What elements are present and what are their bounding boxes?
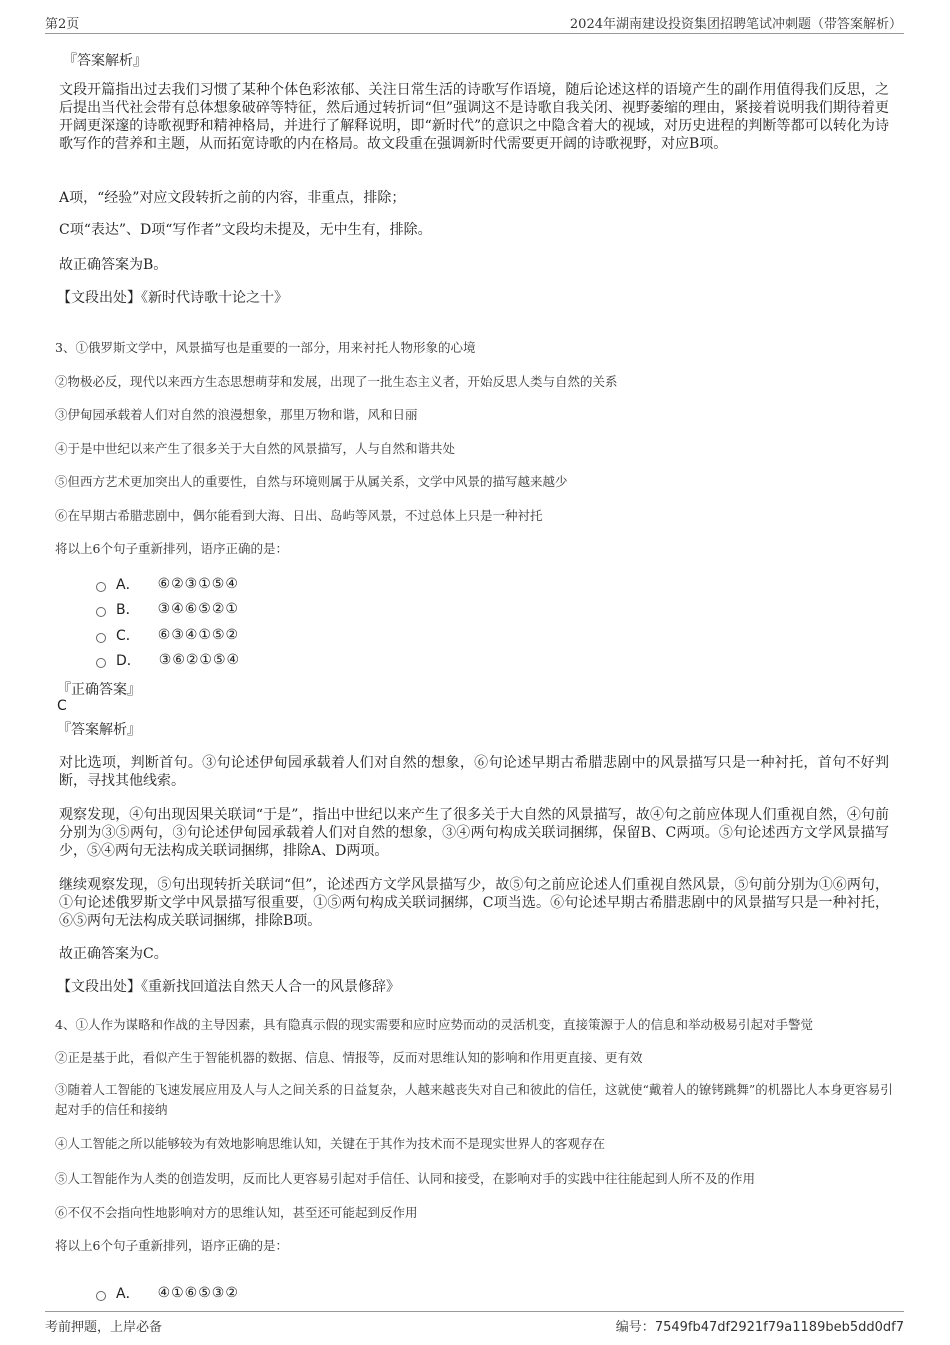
- analysis-paragraph-2: 观察发现，④句出现因果关联词“于是”，指出中世纪以来产生了很多关于大自然的风景描写，故④句之前应体现人们重视自然，④句前分别为③⑤两句，③句论述伊甸园承载着人们对自然的想象，③④两句构成关联词捆绑，保留B、C两项。⑤句论述西方文学风景描写少，⑤④两句无法构成关联词捆绑，排除A、D两项。: [59, 807, 889, 859]
- question-4-sentence-1: 4、①人作为谋略和作战的主导因素，具有隐真示假的现实需要和应时应势而动的灵活机变，直接策源于人的信息和举动极易引起对手警觉: [55, 1017, 813, 1032]
- question-3-option-d[interactable]: [96, 650, 240, 670]
- question-4-sentence-5: ⑤人工智能作为人类的创造发明，反而比人更容易引起对手信任、认同和接受，在影响对手的实践中往往能起到人所不及的作用: [55, 1171, 756, 1186]
- document-title: 2024年湖南建设投资集团招聘笔试冲刺题（带答案解析）: [569, 17, 902, 32]
- question-3-instruction: 将以上6个句子重新排列，语序正确的是：: [55, 541, 288, 556]
- page-footer: [45, 1311, 904, 1337]
- code-label: 编号：: [615, 1320, 655, 1335]
- radio-icon[interactable]: [96, 607, 106, 617]
- radio-icon[interactable]: [96, 1291, 106, 1301]
- radio-icon[interactable]: [96, 633, 106, 643]
- analysis-conclusion: 故正确答案为C。: [59, 946, 168, 962]
- question-3-sentence-3: ③伊甸园承载着人们对自然的浪漫想象，那里万物和谐，风和日丽: [55, 407, 418, 422]
- option-text: ⑥②③①⑤④: [157, 576, 239, 592]
- analysis-label: 『答案解析』: [57, 722, 141, 738]
- question-4-instruction: 将以上6个句子重新排列，语序正确的是：: [55, 1238, 288, 1253]
- option-letter: A．: [116, 1286, 140, 1302]
- correct-answer-value: C: [57, 698, 67, 714]
- question-3-sentence-2: ②物极必反，现代以来西方生态思想萌芽和发展，出现了一批生态主义者，开始反思人类与自然的关系: [55, 374, 618, 389]
- analysis-paragraph-1: 对比选项，判断首句。③句论述伊甸园承载着人们对自然的想象，⑥句论述早期古希腊悲剧中的风景描写只是一种衬托，首句不好判断，寻找其他线索。: [59, 755, 889, 789]
- question-3-sentence-6: ⑥在早期古希腊悲剧中，偶尔能看到大海、日出、岛屿等风景，不过总体上只是一种衬托: [55, 508, 543, 523]
- question-4-sentence-6: ⑥不仅不会指向性地影响对方的思维认知，甚至还可能起到反作用: [55, 1205, 418, 1220]
- analysis-label: 『答案解析』: [63, 53, 147, 69]
- question-4-sentence-4: ④人工智能之所以能够较为有效地影响思维认知，关键在于其作为技术而不是现实世界人的客观存在: [55, 1136, 606, 1151]
- analysis-conclusion: 故正确答案为B。: [59, 257, 168, 273]
- option-text: ④①⑥⑤③②: [157, 1285, 239, 1301]
- analysis-note-a: A项，“经验”对应文段转折之前的内容，非重点，排除；: [59, 190, 406, 206]
- code-value: 7549fb47df2921f79a1189beb5dd0df7: [654, 1320, 904, 1335]
- source-citation: 【文段出处】《重新找回道法自然天人合一的风景修辞》: [57, 979, 400, 995]
- question-4-sentence-2: ②正是基于此，看似产生于智能机器的数据、信息、情报等，反而对思维认知的影响和作用更直接、更有效: [55, 1050, 643, 1065]
- question-4-sentence-3: ③随着人工智能的飞速发展应用及人与人之间关系的日益复杂，人越来越丧失对自己和彼此的信任，这就使“戴着人的镣铐跳舞”的机器比人本身更容易引起对手的信任和接纳: [55, 1082, 893, 1117]
- option-text: ③⑥②①⑤④: [158, 652, 241, 668]
- question-3-option-a[interactable]: [96, 574, 239, 594]
- page-number: 第2页: [45, 17, 80, 32]
- correct-answer-label: 『正确答案』: [57, 682, 141, 698]
- option-text: ⑥③④①⑤②: [157, 627, 240, 643]
- question-3-sentence-1: 3、①俄罗斯文学中，风景描写也是重要的一部分，用来衬托人物形象的心境: [55, 340, 476, 355]
- question-3-option-b[interactable]: [96, 599, 239, 619]
- analysis-text: 文段开篇指出过去我们习惯了某种个体色彩浓郁、关注日常生活的诗歌写作语境，随后论述这样的语境产生的副作用值得我们反思，之后提出当代社会带有总体想象破碎等特征，然后通过转折词“但”强调这不是诗歌自我关闭、视野萎缩的理由，紧接着说明我们期待着更开阔更深邃的诗歌视野和精神格局，并进行了解释说明，即“新时代”的意识之中隐含着大的视域，对历史进程的判断等都可以转化为诗歌写作的营养和主题，从而拓宽诗歌的内在格局。故文段重在强调新时代需要更开阔的诗歌视野，对应B项。: [59, 82, 889, 152]
- option-letter: C．: [116, 628, 140, 644]
- analysis-note-cd: C项“表达”、D项“写作者”文段均未提及，无中生有，排除。: [59, 222, 432, 238]
- option-letter: B．: [116, 602, 140, 618]
- option-letter: D．: [116, 653, 141, 669]
- analysis-paragraph-3: 继续观察发现，⑤句出现转折关联词“但”，论述西方文学风景描写少，故⑤句之前应论述人们重视自然风景，⑤句前分别为①⑥两句，①句论述俄罗斯文学中风景描写很重要，①⑤两句构成关联词捆绑，C项当选。⑥句论述早期古希腊悲剧中的风景描写只是一种衬托，⑥⑤两句无法构成关联词捆绑，排除B项。: [59, 877, 889, 929]
- option-text: ③④⑥⑤②①: [157, 601, 239, 617]
- option-letter: A．: [116, 577, 140, 593]
- source-citation: 【文段出处】《新时代诗歌十论之十》: [57, 290, 288, 306]
- radio-icon[interactable]: [96, 582, 106, 592]
- document-code: [616, 1316, 904, 1335]
- page-header: [45, 10, 904, 34]
- question-3-sentence-5: ⑤但西方艺术更加突出人的重要性，自然与环境则属于从属关系，文学中风景的描写越来越少: [55, 474, 568, 489]
- footer-slogan: 考前押题，上岸必备: [45, 1320, 163, 1335]
- question-3-sentence-4: ④于是中世纪以来产生了很多关于大自然的风景描写，人与自然和谐共处: [55, 441, 456, 456]
- question-3-option-c[interactable]: [96, 625, 239, 645]
- question-4-option-a[interactable]: [96, 1283, 239, 1303]
- radio-icon[interactable]: [96, 658, 106, 668]
